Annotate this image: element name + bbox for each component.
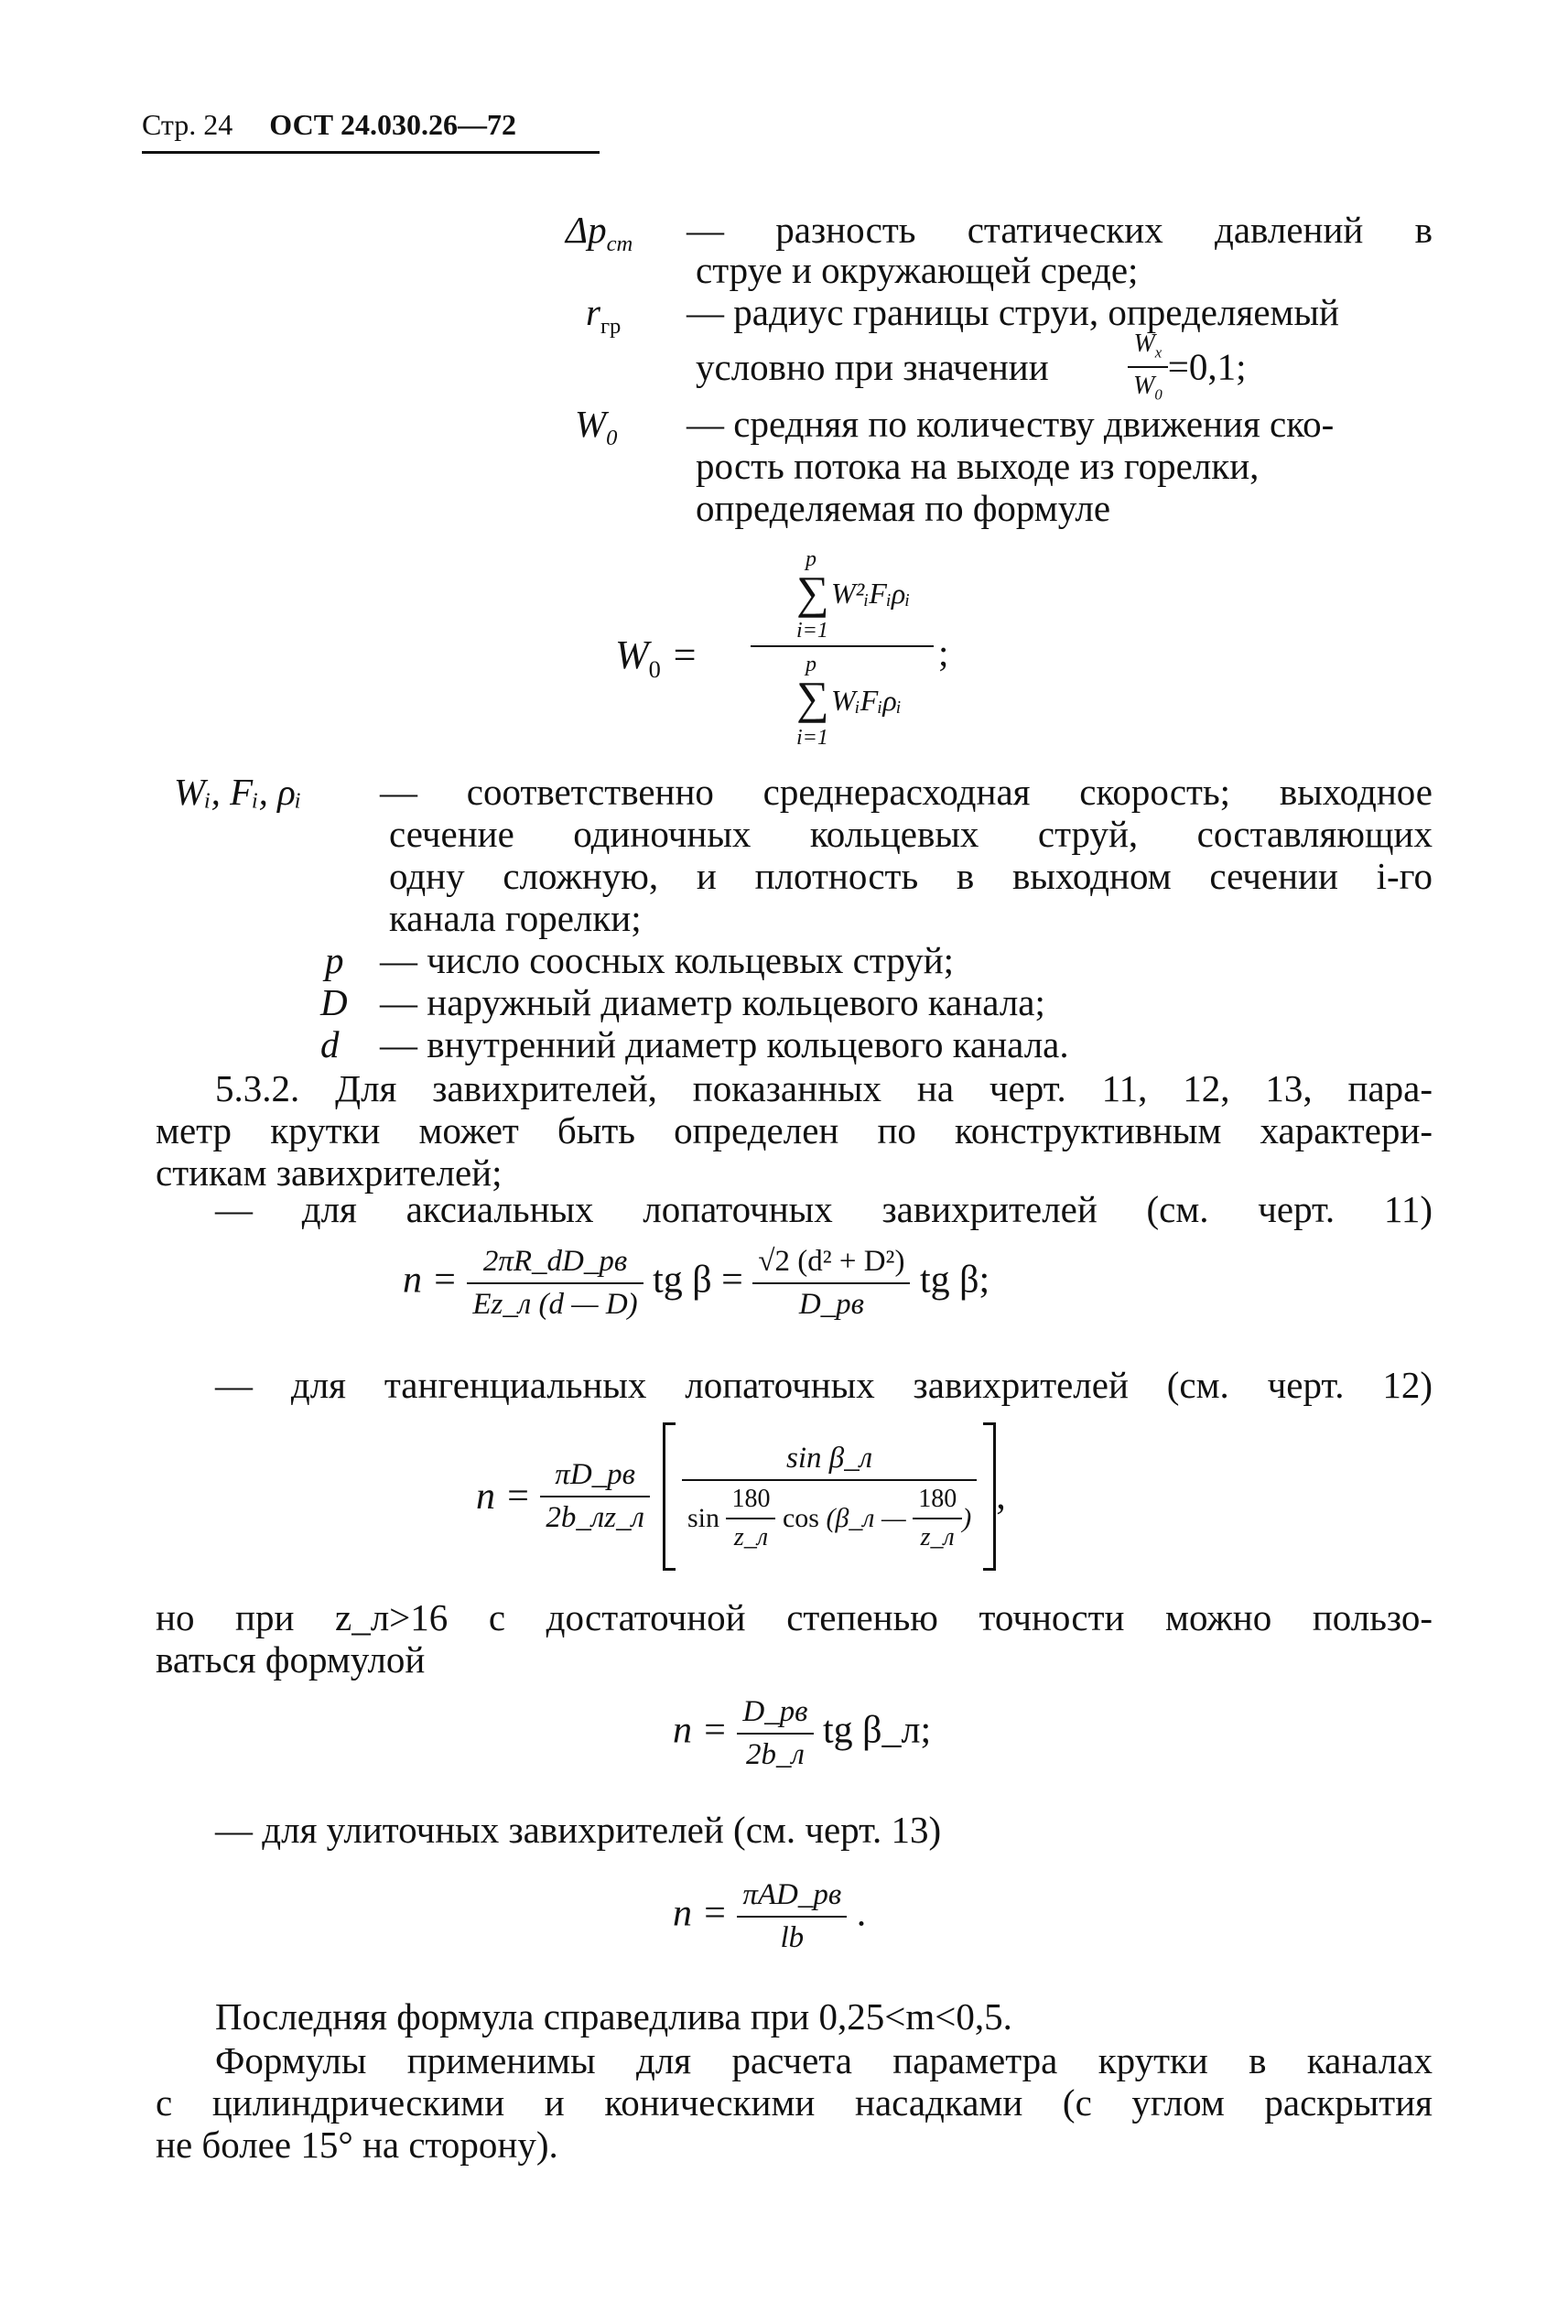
last-formula-note: Последняя формула справедлива при 0,25<m<0,5. — [215, 1995, 1012, 2038]
def-symbol-D: D — [320, 981, 348, 1023]
final-para-line3: не более 15° на сторону). — [156, 2124, 558, 2166]
formula-w0-lhs: $W_0$ = — [615, 632, 698, 683]
def-text-wfp-line2: сечение одиночных кольцевых струй, составляющих — [389, 813, 1433, 855]
formula-w0-tail: ; — [938, 632, 949, 674]
def-text-dp-line1: — разность статических давлений в — [687, 209, 1433, 251]
formula-simple: n = $\frac{D\_рв}{2b\_л}$ tg β_л; — [673, 1695, 932, 1771]
formula-w0-fraction: p ∑ W²ᵢFᵢρᵢ i=1 p ∑ WᵢFᵢρᵢ i=1 — [751, 547, 934, 666]
page-number: Стр. 24 — [142, 108, 233, 141]
def-symbol-w0: $W_0$ — [575, 403, 618, 451]
def-symbol-dp: $\Delta p_{ст}$ — [566, 209, 633, 257]
def-text-D: — наружный диаметр кольцевого канала; — [380, 981, 1045, 1023]
spiral-formula: n = $\frac{\text{πAD\_рв}}{lb}$ . — [673, 1878, 867, 1954]
para-532-line1: 5.3.2. Для завихрителей, показанных на черт. 11, 12, 13, пара- — [215, 1067, 1433, 1109]
condition-ratio: $\frac{W_x}{W_0}$ =0,1; — [1128, 330, 1246, 404]
note-z16-line1: но при z_л>16 с достаточной степенью точности можно пользо- — [156, 1596, 1433, 1638]
def-text-wfp-line1: — соответственно среднерасходная скорость; выходное — [380, 771, 1433, 813]
def-symbol-wfp: Wᵢ, Fᵢ, ρᵢ — [174, 771, 302, 813]
def-text-w0-line2: рость потока на выходе из горелки, — [696, 445, 1260, 487]
def-text-p: — число соосных кольцевых струй; — [380, 939, 955, 981]
header-rule — [142, 151, 600, 154]
def-text-rgr-line1: — радиус границы струи, определяемый — [687, 291, 1339, 333]
para-532-line3: стикам завихрителей; — [156, 1151, 503, 1194]
def-text-dp-line2: струе и окружающей среде; — [696, 249, 1139, 291]
def-text-d: — внутренний диаметр кольцевого канала. — [380, 1023, 1069, 1065]
def-symbol-p: p — [325, 939, 344, 981]
def-text-w0-line1: — средняя по количеству движения ско- — [687, 403, 1335, 445]
def-symbol-rgr: $r_{гр}$ — [586, 291, 622, 340]
axial-formula: n = $\frac{2\pi R\_dD\_рв}{Ez\_л (d — D)}$ tg β = $\frac{\text{√2 (d² + D²)}}{D\_рв}$ tg β; — [403, 1245, 990, 1321]
note-z16-line2: ваться формулой — [156, 1638, 426, 1681]
spiral-label: — для улиточных завихрителей (см. черт. 13) — [215, 1809, 942, 1851]
page-header — [142, 108, 516, 142]
para-532-line2: метр крутки может быть определен по конструктивным характери- — [156, 1109, 1433, 1151]
def-symbol-d: d — [320, 1023, 340, 1065]
def-text-rgr-line2: условно при значении — [696, 346, 1049, 388]
final-para-line1: Формулы применимы для расчета параметра крутки в каналах — [215, 2039, 1433, 2081]
def-text-wfp-line3: одну сложную, и плотность в выходном сечении i-го — [389, 855, 1433, 897]
final-para-line2: с цилиндрическими и коническими насадками (с углом раскрытия — [156, 2081, 1433, 2124]
tangential-formula: n = $\frac{\pi D\_рв}{2b\_лz\_л}$ sin β_л sin $\frac{180}{z\_л}$ cos ( β_л — $\frac{180}{z\_л}$ ) , — [476, 1423, 1006, 1570]
def-text-w0-line3: определяемая по формуле — [696, 487, 1111, 529]
tangential-label: — для тангенциальных лопаточных завихрителей (см. черт. 12) — [215, 1364, 1433, 1406]
standard-code: ОСТ 24.030.26—72 — [269, 108, 517, 141]
axial-label: — для аксиальных лопаточных завихрителей (см. черт. 11) — [215, 1188, 1433, 1230]
def-text-wfp-line4: канала горелки; — [389, 897, 642, 939]
